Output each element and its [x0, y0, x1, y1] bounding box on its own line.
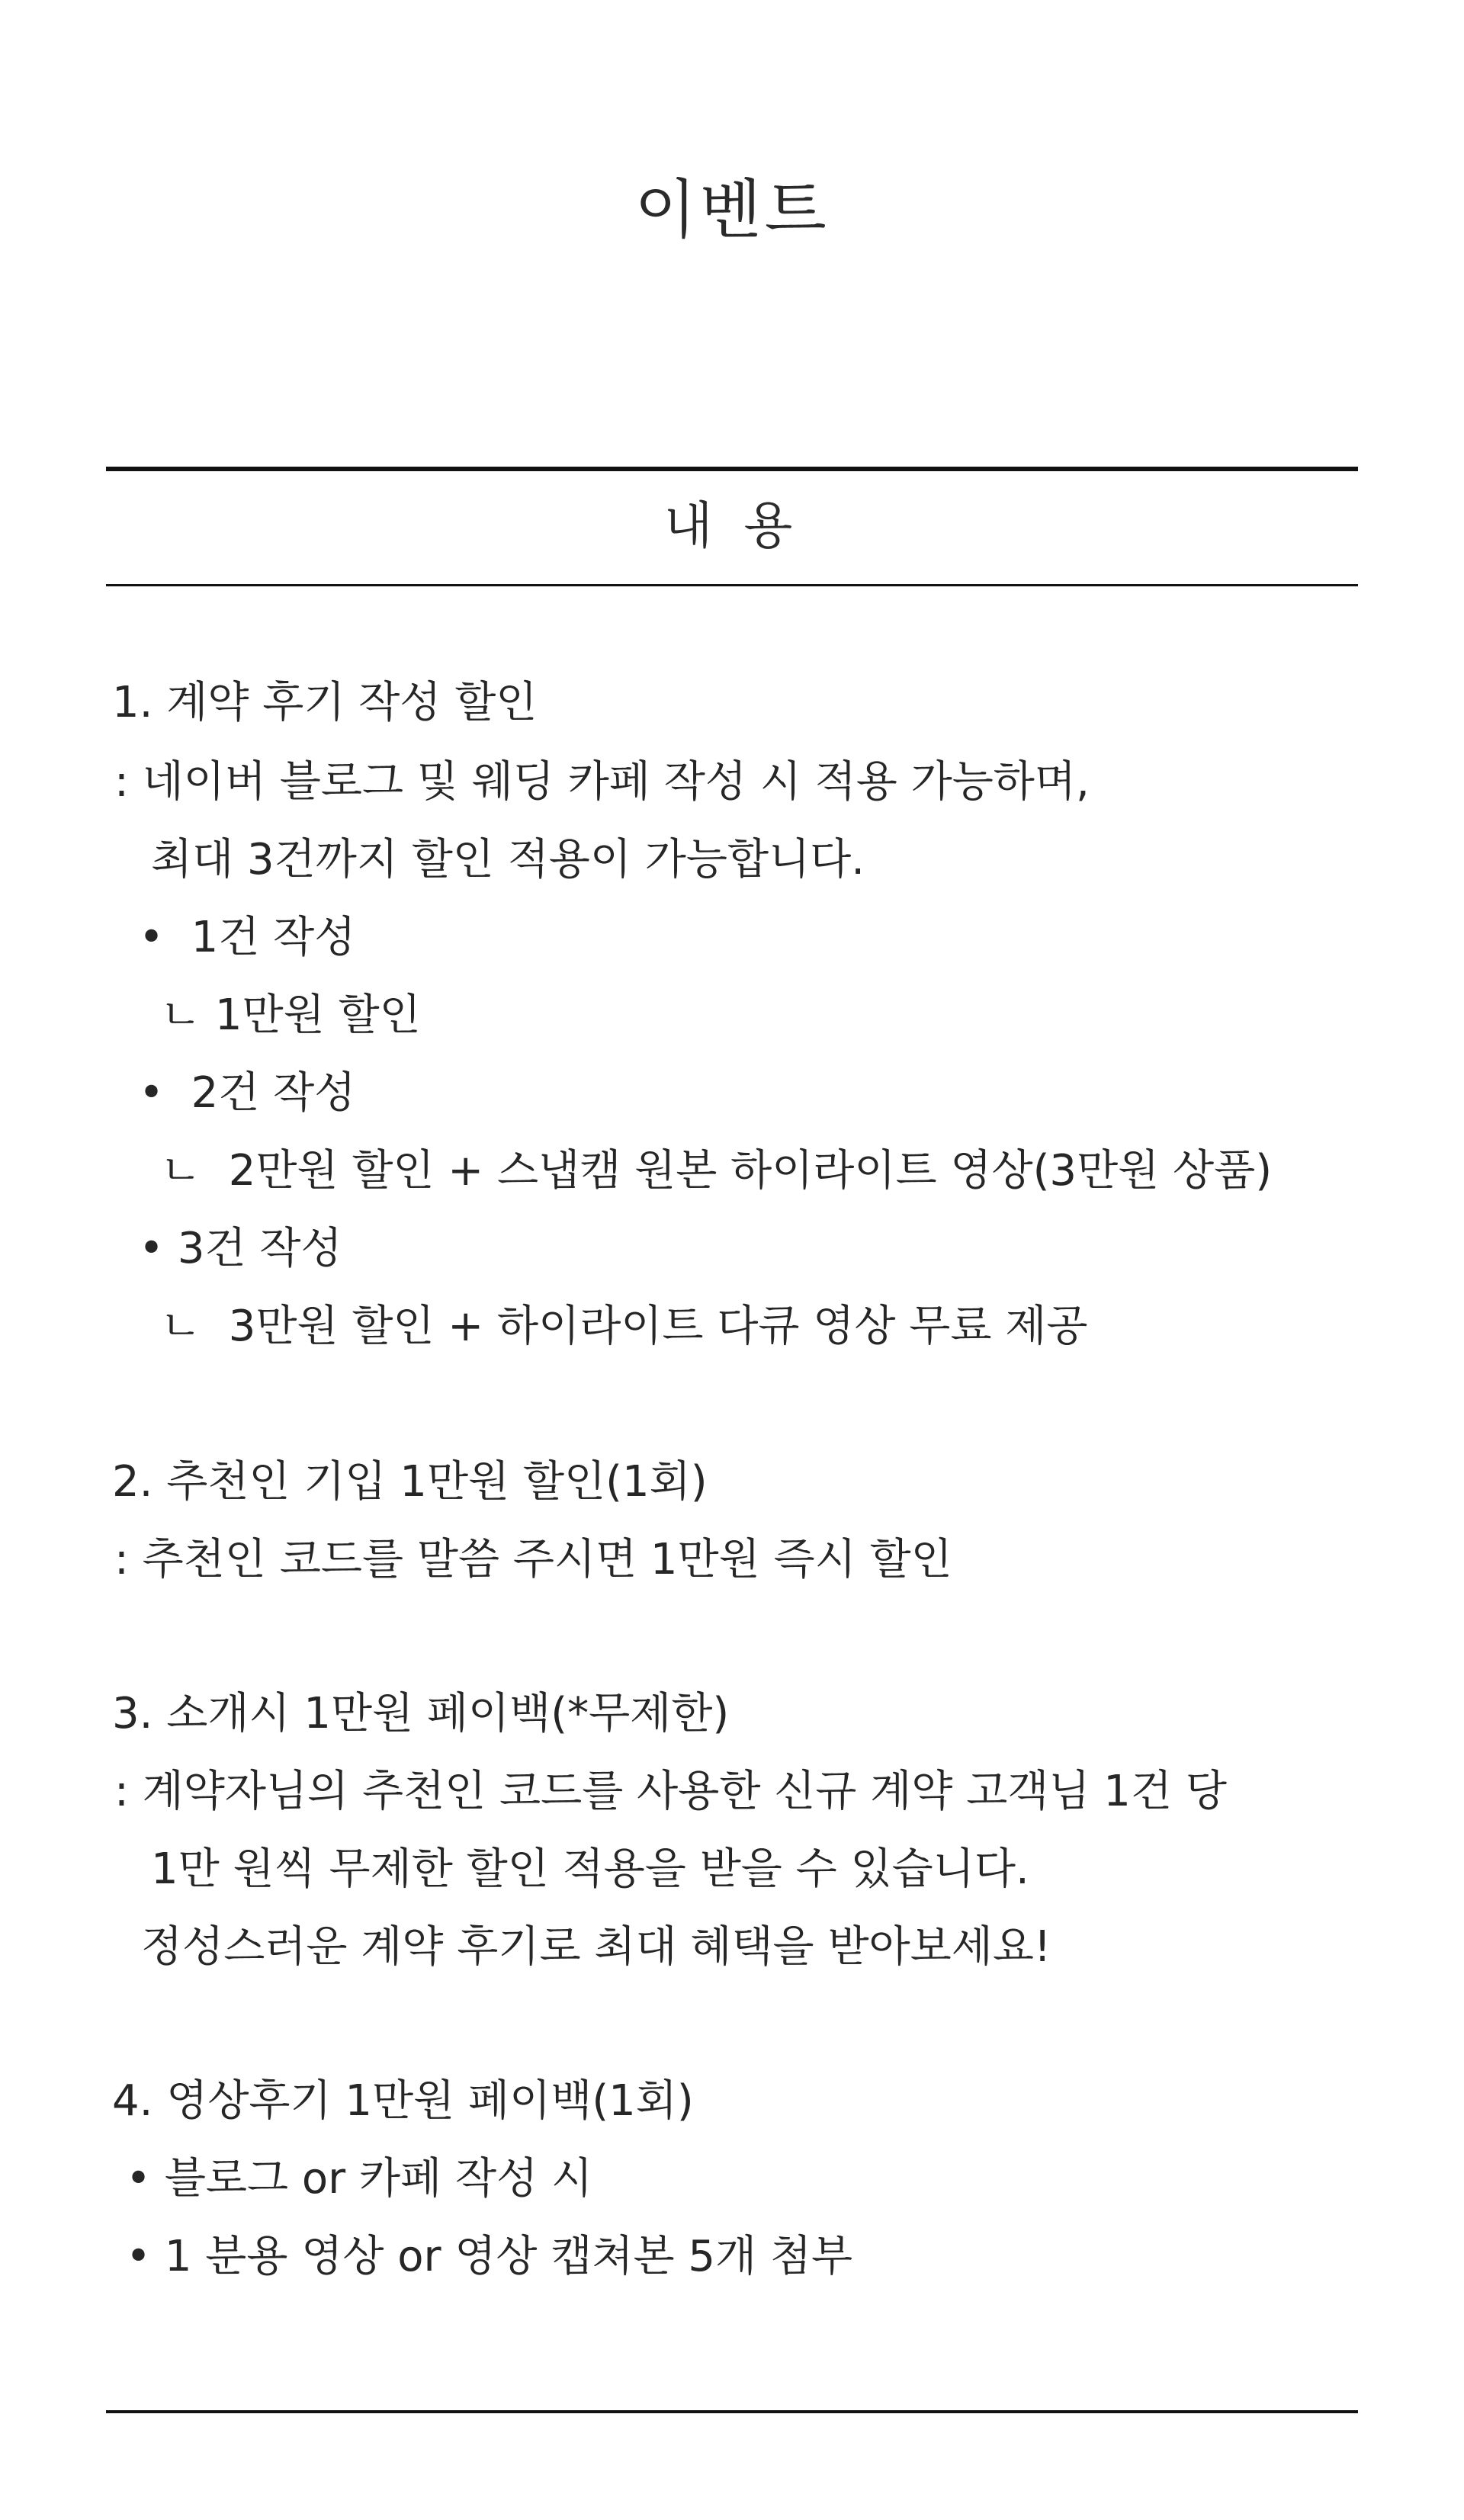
section-header: 내 용	[663, 496, 801, 555]
event-4-bullet-2: • 1 분용 영상 or 영상 캡쳐본 5개 첨부	[126, 2232, 853, 2281]
event-1-tier-2-label: • 2건 작성	[139, 1068, 356, 1118]
event-1-tier-1-benefit: ㄴ 1만원 할인	[160, 990, 421, 1040]
event-3-heading: 3. 소개시 1만원 페이백(*무제한)	[112, 1689, 730, 1738]
event-1-description-line-2: 최대 3건까지 할인 적용이 가능합니다.	[151, 835, 865, 884]
event-3-description-line-1: : 계약자님의 추천인 코드를 사용한 신규 계약 고객님 1건 당	[114, 1767, 1227, 1816]
event-2-heading: 2. 추천인 기입 1만원 할인(1회)	[112, 1457, 708, 1507]
event-1-tier-3-benefit: ㄴ 3만원 할인 + 하이라이트 다큐 영상 무료 제공	[160, 1302, 1088, 1351]
event-1-tier-1-label: • 1건 작성	[139, 913, 356, 962]
bottom-divider	[106, 2410, 1358, 2413]
event-1-tier-3-label: • 3건 작성	[139, 1224, 342, 1273]
event-1-heading: 1. 계약 후기 작성 할인	[112, 678, 538, 727]
event-1-tier-2-benefit: ㄴ 2만원 할인 + 스냅캠 원본 하이라이트 영상(3만원 상품)	[160, 1146, 1273, 1196]
page-title: 이벤트	[634, 172, 830, 247]
event-4-bullet-1: • 블로그 or 카페 작성 시	[126, 2154, 593, 2204]
event-1-description-line-1: : 네이버 블로그 및 웨딩 카페 작성 시 적용 가능하며,	[114, 757, 1090, 807]
event-4-heading: 4. 영상후기 1만원 페이백(1회)	[112, 2076, 694, 2126]
event-3-description-line-3: 정성스러운 계약 후기로 최대 혜택을 받아보세요!	[141, 1922, 1051, 1972]
event-2-description-line-1: : 추천인 코드를 말씀 주시면 1만원 즉시 할인	[114, 1535, 952, 1584]
event-3-description-line-2: 1만 원씩 무제한 할인 적용을 받을 수 있습니다.	[151, 1844, 1029, 1894]
